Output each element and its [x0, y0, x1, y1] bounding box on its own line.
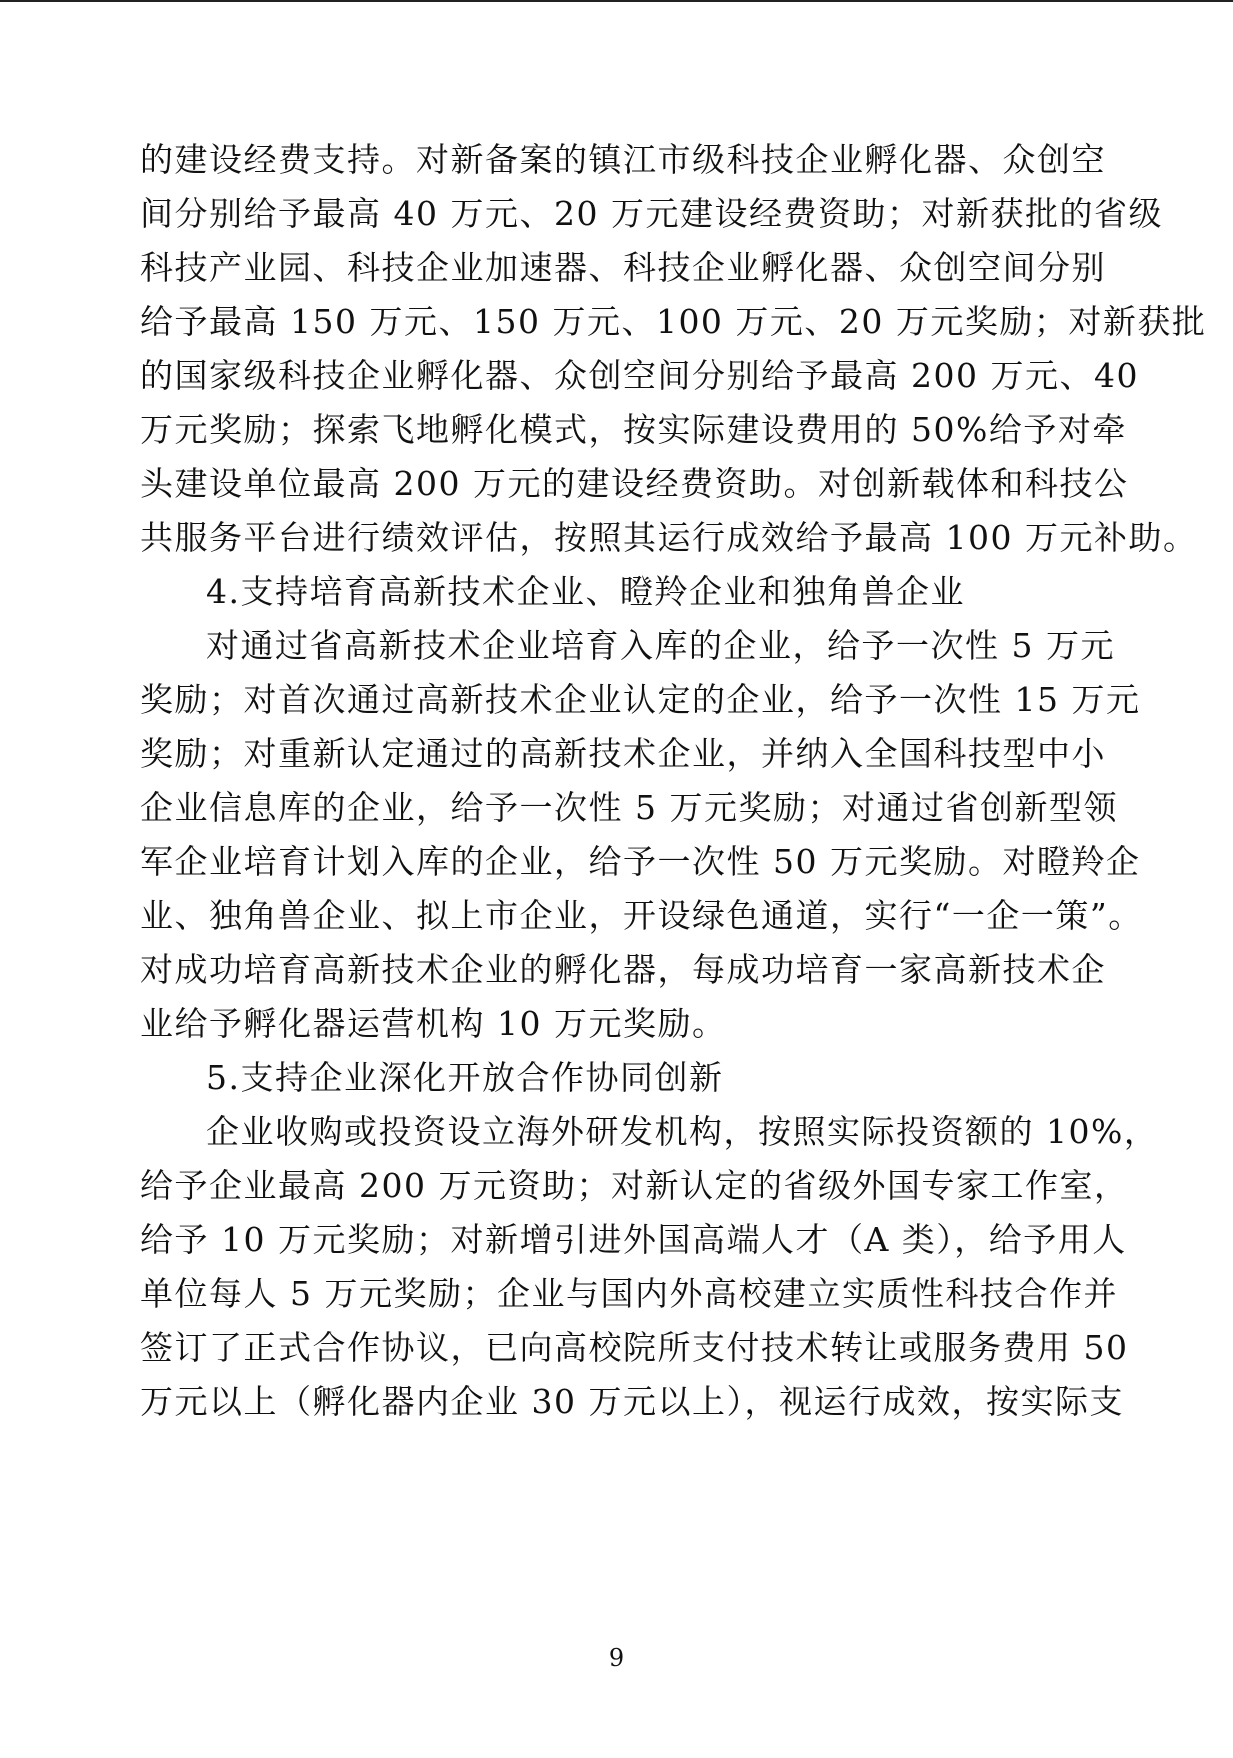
text-line: 给予 10 万元奖励；对新增引进外国高端人才（A 类），给予用人: [140, 1220, 1127, 1259]
text-line: 给予企业最高 200 万元资助；对新认定的省级外国专家工作室，: [140, 1166, 1129, 1205]
text-line: 业给予孵化器运营机构 10 万元奖励。: [140, 1004, 727, 1043]
text-line: 签订了正式合作协议，已向高校院所支付技术转让或服务费用 50: [140, 1328, 1129, 1367]
text-line: 奖励；对首次通过高新技术企业认定的企业，给予一次性 15 万元: [140, 680, 1141, 719]
text-line: 共服务平台进行绩效评估，按照其运行成效给予最高 100 万元补助。: [140, 518, 1198, 557]
text-line: 的建设经费支持。对新备案的镇江市级科技企业孵化器、众创空: [140, 140, 1106, 179]
text-line: 对成功培育高新技术企业的孵化器，每成功培育一家高新技术企: [140, 950, 1106, 989]
section-heading: 5.支持企业深化开放合作协同创新: [206, 1058, 724, 1097]
text-line: 万元以上（孵化器内企业 30 万元以上），视运行成效，按实际支: [140, 1382, 1124, 1421]
section-heading: 4.支持培育高新技术企业、瞪羚企业和独角兽企业: [206, 572, 965, 611]
text-line: 给予最高 150 万元、150 万元、100 万元、20 万元奖励；对新获批: [140, 302, 1207, 341]
text-line: 奖励；对重新认定通过的高新技术企业，并纳入全国科技型中小: [140, 734, 1106, 773]
text-line: 间分别给予最高 40 万元、20 万元建设经费资助；对新获批的省级: [140, 194, 1163, 233]
text-line: 企业信息库的企业，给予一次性 5 万元奖励；对通过省创新型领: [140, 788, 1118, 827]
text-line: 的国家级科技企业孵化器、众创空间分别给予最高 200 万元、40: [140, 356, 1139, 395]
page-number: 9: [608, 1644, 625, 1672]
paragraph-start-line: 对通过省高新技术企业培育入库的企业，给予一次性 5 万元: [206, 626, 1115, 665]
text-line: 业、独角兽企业、拟上市企业，开设绿色通道，实行“一企一策”。: [140, 896, 1143, 935]
text-line: 科技产业园、科技企业加速器、科技企业孵化器、众创空间分别: [140, 248, 1106, 287]
document-page: [140, 0, 1207, 1758]
paragraph-start-line: 企业收购或投资设立海外研发机构，按照实际投资额的 10%，: [206, 1112, 1159, 1151]
text-line: 头建设单位最高 200 万元的建设经费资助。对创新载体和科技公: [140, 464, 1129, 503]
text-line: 军企业培育计划入库的企业，给予一次性 50 万元奖励。对瞪羚企: [140, 842, 1141, 881]
text-line: 单位每人 5 万元奖励；企业与国内外高校建立实质性科技合作并: [140, 1274, 1118, 1313]
text-line: 万元奖励；探索飞地孵化模式，按实际建设费用的 50%给予对牵: [140, 410, 1127, 449]
